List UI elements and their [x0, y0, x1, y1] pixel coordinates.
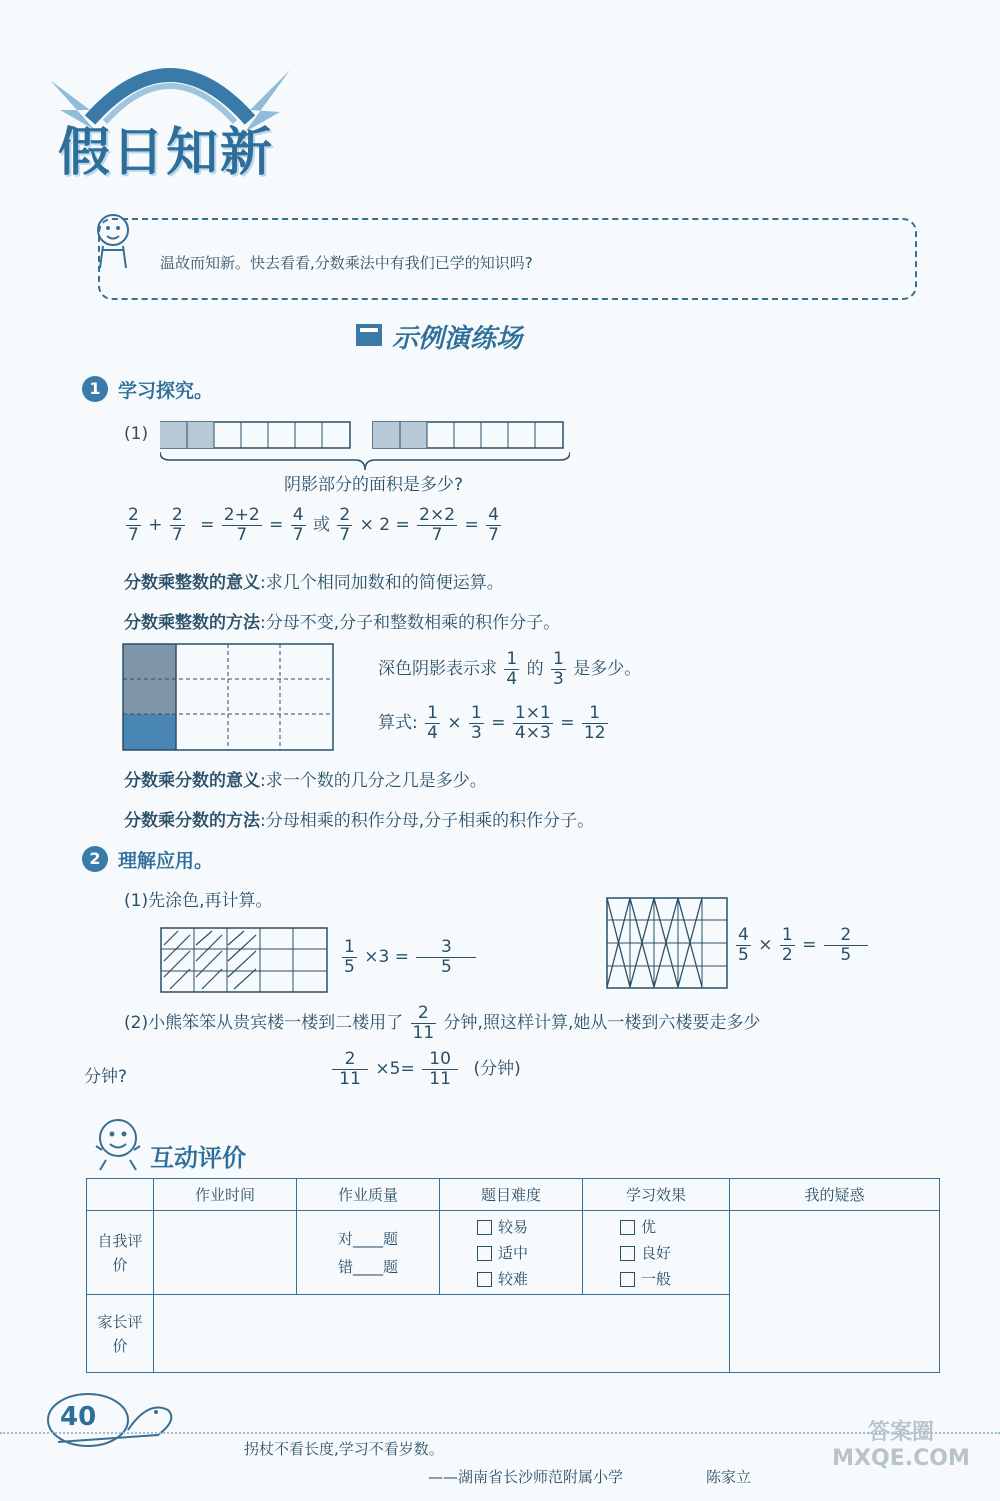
evaluation-table: [86, 1178, 940, 1373]
difficulty-option-medium[interactable]: 适中: [441, 1240, 581, 1266]
section-number-1: 1: [82, 376, 108, 402]
method-2: 分数乘分数的方法:分母相乘的积作分母,分子相乘的积作分子。: [124, 811, 595, 831]
header-quality: 作业质量: [297, 1179, 440, 1211]
part2-q1: (1)先涂色,再计算。: [124, 891, 273, 911]
method-1: 分数乘整数的方法:分母不变,分子和整数相乘的积作分子。: [124, 613, 561, 633]
self-effect-cell: [583, 1211, 730, 1295]
grid-four-fifths-times-half: [606, 897, 728, 989]
part2-q2: (2)小熊笨笨从贵宾楼一楼到二楼用了 $\frac{2}{11}$ 分钟,照这样计算,她从一楼到六楼要走多少: [124, 1003, 761, 1043]
tip-text: 温故而知新。快去看看,分数乘法中有我们已学的知识吗?: [160, 254, 533, 272]
difficulty-option-hard[interactable]: 较难: [441, 1266, 581, 1292]
header-effect: 学习效果: [583, 1179, 730, 1211]
self-difficulty-cell: [440, 1211, 583, 1295]
checkbox-icon[interactable]: [620, 1272, 635, 1287]
header-time: 作业时间: [154, 1179, 297, 1211]
calc-1: $\frac{1}{5}$ ×3 = $\frac{3}{5}$: [340, 938, 478, 976]
smiley-mascot-icon: [92, 1116, 144, 1174]
checkbox-icon[interactable]: [620, 1220, 635, 1235]
part1-title: 学习探究。: [118, 380, 214, 402]
formula: 算式: $\frac{1}{4}$ × $\frac{1}{3}$ = $\frac{1\times 1}{4\times 3}$ = $\frac{1}{12}$: [378, 703, 606, 743]
grid-one-fifth-times-three: [160, 927, 330, 993]
footer-quote: 拐杖不看长度,学习不看岁数。: [244, 1440, 444, 1458]
section-title: 示例演练场: [392, 324, 523, 354]
footer-attribution: ——湖南省长沙师范附属小学: [428, 1468, 624, 1486]
checkbox-icon[interactable]: [477, 1272, 492, 1287]
quality-wrong: 错____题: [337, 1257, 398, 1276]
q1-label: (1): [124, 424, 149, 444]
shading-description: 深色阴影表示求 $\frac{1}{4}$ 的 $\frac{1}{3}$ 是多少。: [378, 649, 642, 689]
part2-q2-line2: 分钟?: [84, 1067, 128, 1087]
parent-eval-cell[interactable]: [154, 1295, 730, 1373]
page-number: 40: [60, 1402, 97, 1432]
self-eval-label: 自我评价: [87, 1211, 154, 1295]
logo-title: 假日知新: [58, 123, 275, 183]
checkbox-icon[interactable]: [477, 1220, 492, 1235]
calc-2: $\frac{4}{5}$ × $\frac{1}{2}$ = $\frac{2}{5}$: [734, 926, 870, 964]
questions-cell[interactable]: [730, 1211, 940, 1373]
meaning-2: 分数乘分数的意义:求一个数的几分之几是多少。: [124, 771, 487, 791]
section-number-2: 2: [82, 846, 108, 872]
grid-diagram-quarter-third: [122, 643, 336, 751]
meaning-1: 分数乘整数的意义:求几个相同加数和的简便运算。: [124, 573, 504, 593]
effect-option-excellent[interactable]: 优: [584, 1214, 728, 1240]
evaluation-title: 互动评价: [150, 1144, 246, 1172]
effect-option-average[interactable]: 一般: [584, 1266, 728, 1292]
parent-eval-label: 家长评价: [87, 1295, 154, 1373]
book-icon: [352, 316, 388, 352]
checkbox-icon[interactable]: [477, 1246, 492, 1261]
quality-correct: 对____题: [337, 1229, 398, 1248]
q1-question: 阴影部分的面积是多少?: [284, 475, 464, 495]
kid-mascot-icon: [88, 210, 138, 272]
footer-author: 陈家立: [706, 1468, 752, 1486]
snail-icon: [28, 1380, 178, 1450]
part2-title: 理解应用。: [118, 850, 214, 872]
difficulty-option-easy[interactable]: 较易: [441, 1214, 581, 1240]
header-questions: 我的疑惑: [730, 1179, 940, 1211]
self-time-cell[interactable]: [154, 1211, 297, 1295]
checkbox-icon[interactable]: [620, 1246, 635, 1261]
effect-option-good[interactable]: 良好: [584, 1240, 728, 1266]
watermark: 答案圈 MXQE.COM: [832, 1420, 970, 1472]
answer: $\frac{2}{11}$ ×5= $\frac{10}{11}$ (分钟): [330, 1050, 521, 1088]
self-quality-cell[interactable]: [297, 1211, 440, 1295]
equation-1: $\frac{2}{7}$ + $\frac{2}{7}$ = $\frac{2+2}{7}$ = $\frac{4}{7}$ 或 $\frac{2}{7}$ × 2 = $\frac{2\times 2}{7}$ = $\frac{4}{7}$: [128, 505, 499, 545]
header-difficulty: 题目难度: [440, 1179, 583, 1211]
